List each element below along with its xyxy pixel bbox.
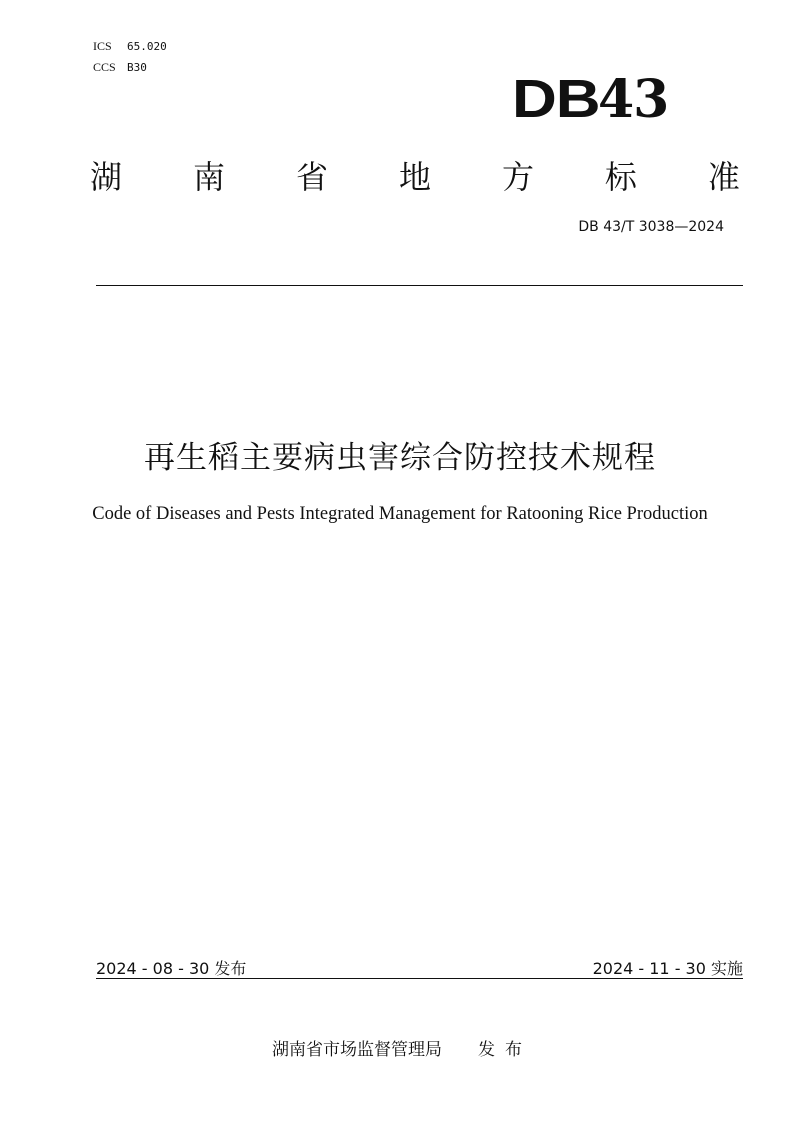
header-divider [96,285,743,286]
standard-type-char: 湖 [90,158,123,196]
standard-type-char: 标 [604,158,637,196]
issuer-organization: 湖南省市场监督管理局 [272,1040,442,1060]
ics-value: 65.020 [127,40,167,53]
standard-type-char: 方 [501,158,534,196]
ccs-value: B30 [127,61,147,74]
standard-type-char: 南 [192,158,225,196]
implementation-date: 2024 - 11 - 30 实施 [592,959,743,978]
issuer-line [272,1035,532,1060]
ics-label: ICS [93,39,112,53]
title-english: Code of Diseases and Pests Integrated Management for Ratooning Rice Production [92,504,708,524]
db-logo-prefix: DB [512,69,600,129]
ccs-label: CCS [93,60,116,74]
standard-type-char: 准 [707,158,740,196]
db-logo [512,68,692,130]
standard-type-char: 省 [295,158,328,196]
footer-divider [96,978,743,979]
standard-number: DB 43/T 3038—2024 [578,219,724,235]
db-logo-code: 43 [598,69,669,130]
ccs-code [93,60,147,75]
title-chinese: 再生稻主要病虫害综合防控技术规程 [144,440,656,476]
issuer-action: 发布 [478,1040,532,1060]
standard-type-char: 地 [398,158,431,196]
issue-date: 2024 - 08 - 30 发布 [96,959,247,978]
ics-code [93,39,167,54]
standard-type-heading [90,150,740,200]
